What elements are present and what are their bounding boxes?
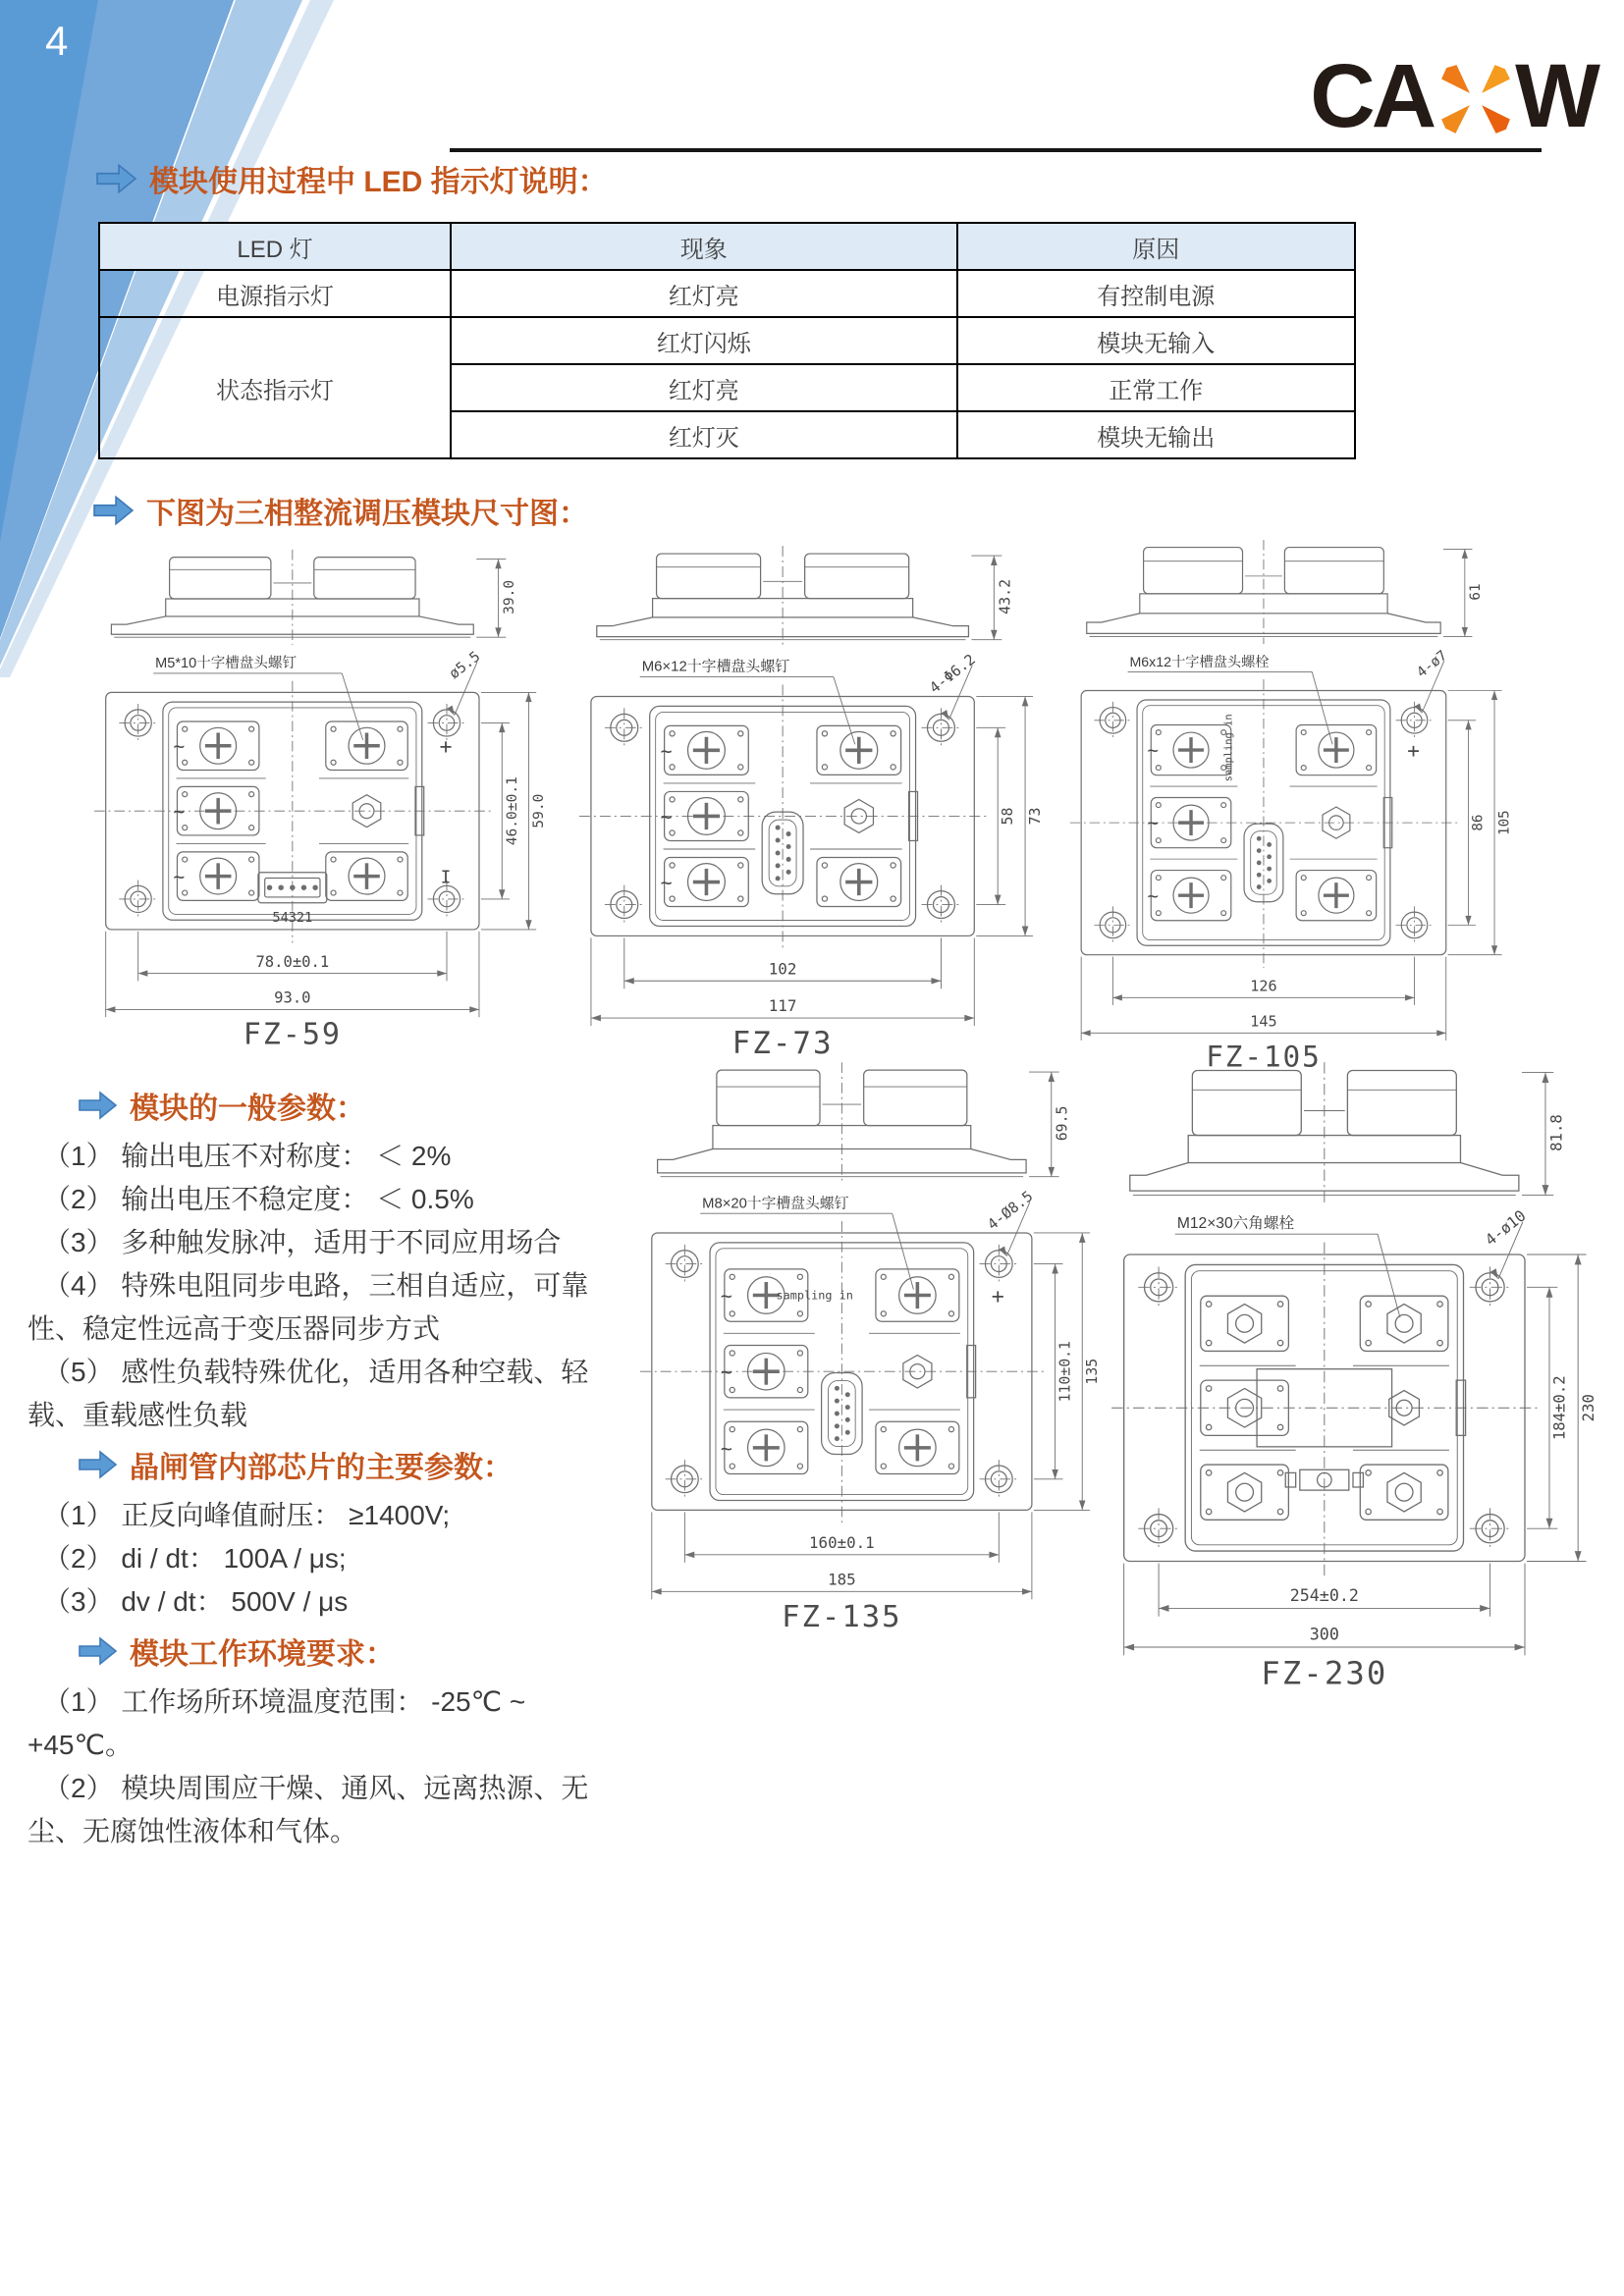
- svg-text:184±0.2: 184±0.2: [1550, 1375, 1569, 1441]
- logo-text-right: W: [1515, 46, 1597, 146]
- svg-text:~: ~: [1147, 884, 1159, 907]
- svg-text:86: 86: [1470, 814, 1487, 831]
- cell-cause: 模块无输出: [957, 411, 1355, 458]
- cell-phenomenon: 红灯闪烁: [451, 317, 956, 364]
- param-item: （4） 特殊电阻同步电路，三相自适应，可靠性、稳定性远高于变压器同步方式: [27, 1270, 589, 1344]
- header-rule: [450, 148, 1542, 152]
- param-item: （3） dv / dt： 500V / μs: [43, 1586, 349, 1617]
- svg-text:102: 102: [768, 959, 797, 979]
- page-number: 4: [45, 18, 69, 64]
- svg-text:M6×12十字槽盘头螺钉: M6×12十字槽盘头螺钉: [641, 658, 790, 675]
- dimension-section-title: 下图为三相整流调压模块尺寸图：: [146, 498, 588, 530]
- environment-title: 模块工作环境要求：: [130, 1638, 395, 1671]
- svg-text:sampling in: sampling in: [1222, 714, 1235, 782]
- svg-text:43.2: 43.2: [996, 578, 1014, 614]
- environment-heading: [79, 1629, 630, 1673]
- svg-text:~: ~: [660, 739, 673, 763]
- param-item: （1） 正反向峰值耐压： ≥1400V;: [43, 1500, 451, 1530]
- arrow-icon: [79, 1636, 118, 1666]
- arrow-icon: [96, 163, 137, 194]
- cell-phenomenon: 红灯亮: [451, 270, 956, 317]
- param-item: （5） 感性负载特殊优化，适用各种空载、轻载、重载感性负载: [27, 1357, 589, 1430]
- svg-text:135: 135: [1084, 1358, 1102, 1385]
- svg-text:59.0: 59.0: [529, 793, 547, 828]
- drawing-caption: FZ-59: [243, 1017, 342, 1052]
- svg-text:54321: 54321: [272, 910, 313, 927]
- company-logo: [1310, 46, 1597, 146]
- dimension-section-heading: [93, 489, 588, 532]
- svg-text:+: +: [439, 734, 453, 760]
- dimension-drawing-fz105: [1066, 536, 1513, 1078]
- svg-text:4-Ø8.5: 4-Ø8.5: [984, 1188, 1037, 1234]
- svg-text:117: 117: [768, 996, 797, 1016]
- svg-text:~: ~: [1147, 812, 1159, 834]
- svg-text:93.0: 93.0: [274, 988, 311, 1007]
- svg-text:~: ~: [173, 865, 186, 888]
- drawing-caption: FZ-73: [731, 1025, 834, 1061]
- parameters-column: [27, 1078, 630, 1853]
- arrow-icon: [79, 1091, 118, 1120]
- svg-text:+: +: [991, 1284, 1004, 1309]
- cell-led: 状态指示灯: [99, 317, 451, 458]
- svg-text:~: ~: [173, 799, 186, 823]
- col-header-phenomenon: 现象: [451, 223, 956, 270]
- svg-text:~: ~: [660, 871, 673, 894]
- drawing-caption: FZ-135: [782, 1599, 902, 1634]
- svg-text:4-ø10: 4-ø10: [1482, 1206, 1530, 1250]
- svg-text:230: 230: [1579, 1394, 1597, 1422]
- col-header-cause: 原因: [957, 223, 1355, 270]
- svg-text:145: 145: [1250, 1012, 1277, 1031]
- dimension-drawing-fz135: [636, 1058, 1102, 1638]
- svg-text:~: ~: [173, 734, 186, 758]
- thyristor-params-heading: [79, 1443, 630, 1486]
- thyristor-params-title: 晶闸管内部芯片的主要参数：: [130, 1452, 513, 1484]
- param-item: （2） 输出电压不稳定度： ＜ 0.5%: [43, 1184, 474, 1214]
- svg-text:~: ~: [720, 1436, 732, 1460]
- svg-text:M8×20十字槽盘头螺钉: M8×20十字槽盘头螺钉: [702, 1196, 849, 1212]
- svg-text:M6x12十字槽盘头螺栓: M6x12十字槽盘头螺栓: [1129, 654, 1270, 670]
- svg-text:58: 58: [999, 807, 1017, 826]
- param-item: （1） 输出电压不对称度： ＜ 2%: [43, 1141, 452, 1171]
- svg-text:81.8: 81.8: [1547, 1114, 1566, 1151]
- cell-cause: 模块无输入: [957, 317, 1355, 364]
- svg-text:M5*10十字槽盘头螺钉: M5*10十字槽盘头螺钉: [155, 656, 298, 672]
- svg-text:4-Φ6.2: 4-Φ6.2: [926, 650, 979, 697]
- led-section-heading: [96, 157, 608, 200]
- table-row: [99, 270, 1355, 317]
- svg-text:185: 185: [828, 1570, 856, 1589]
- svg-text:ø5.5: ø5.5: [446, 648, 484, 683]
- dimension-drawing-fz230: [1108, 1058, 1598, 1696]
- led-indicator-table: [98, 222, 1356, 459]
- svg-text:sampling in: sampling in: [776, 1288, 853, 1303]
- svg-text:61: 61: [1467, 583, 1484, 601]
- cell-cause: 正常工作: [957, 364, 1355, 411]
- svg-text:~: ~: [1147, 739, 1159, 762]
- svg-text:69.5: 69.5: [1054, 1105, 1071, 1142]
- cell-phenomenon: 红灯亮: [451, 364, 956, 411]
- arrow-icon: [93, 495, 135, 526]
- cell-led: 电源指示灯: [99, 270, 451, 317]
- svg-text:39.0: 39.0: [501, 579, 518, 614]
- logo-text-left: CA: [1310, 46, 1434, 146]
- param-item: （2） di / dt： 100A / μs;: [43, 1543, 347, 1574]
- arrow-icon: [79, 1450, 118, 1479]
- svg-text:160±0.1: 160±0.1: [809, 1532, 875, 1552]
- cell-phenomenon: 红灯灭: [451, 411, 956, 458]
- dimension-drawing-fz73: [575, 542, 1045, 1065]
- drawing-caption: FZ-230: [1261, 1654, 1388, 1692]
- svg-text:254±0.2: 254±0.2: [1289, 1586, 1359, 1606]
- svg-text:126: 126: [1250, 977, 1277, 995]
- param-item: （2） 模块周围应干燥、通风、远离热源、无尘、无腐蚀性液体和气体。: [27, 1773, 589, 1846]
- svg-text:110±0.1: 110±0.1: [1056, 1341, 1074, 1403]
- drawing-caption: FZ-105: [1206, 1040, 1322, 1074]
- logo-x-icon: [1438, 62, 1513, 136]
- svg-text:M12×30六角螺栓: M12×30六角螺栓: [1176, 1214, 1295, 1232]
- svg-text:4-ø7: 4-ø7: [1414, 647, 1451, 681]
- cell-cause: 有控制电源: [957, 270, 1355, 317]
- svg-text:300: 300: [1309, 1625, 1339, 1644]
- svg-text:I: I: [440, 868, 452, 888]
- table-header-row: [99, 223, 1355, 270]
- svg-text:~: ~: [660, 805, 673, 828]
- col-header-led: LED 灯: [99, 223, 451, 270]
- svg-text:+: +: [1407, 738, 1420, 763]
- param-item: （1） 工作场所环境温度范围： -25℃ ~ +45℃。: [27, 1686, 526, 1760]
- table-row: [99, 317, 1355, 364]
- param-item: （3） 多种触发脉冲，适用于不同应用场合: [43, 1227, 562, 1257]
- svg-text:46.0±0.1: 46.0±0.1: [503, 776, 520, 846]
- svg-text:73: 73: [1026, 807, 1045, 826]
- led-section-title: 模块使用过程中 LED 指示灯说明：: [149, 166, 608, 198]
- svg-text:~: ~: [720, 1284, 732, 1308]
- general-params-heading: [79, 1084, 630, 1127]
- svg-text:105: 105: [1496, 810, 1513, 835]
- svg-text:78.0±0.1: 78.0±0.1: [255, 952, 330, 971]
- general-params-title: 模块的一般参数：: [130, 1093, 365, 1125]
- svg-text:~: ~: [720, 1361, 732, 1384]
